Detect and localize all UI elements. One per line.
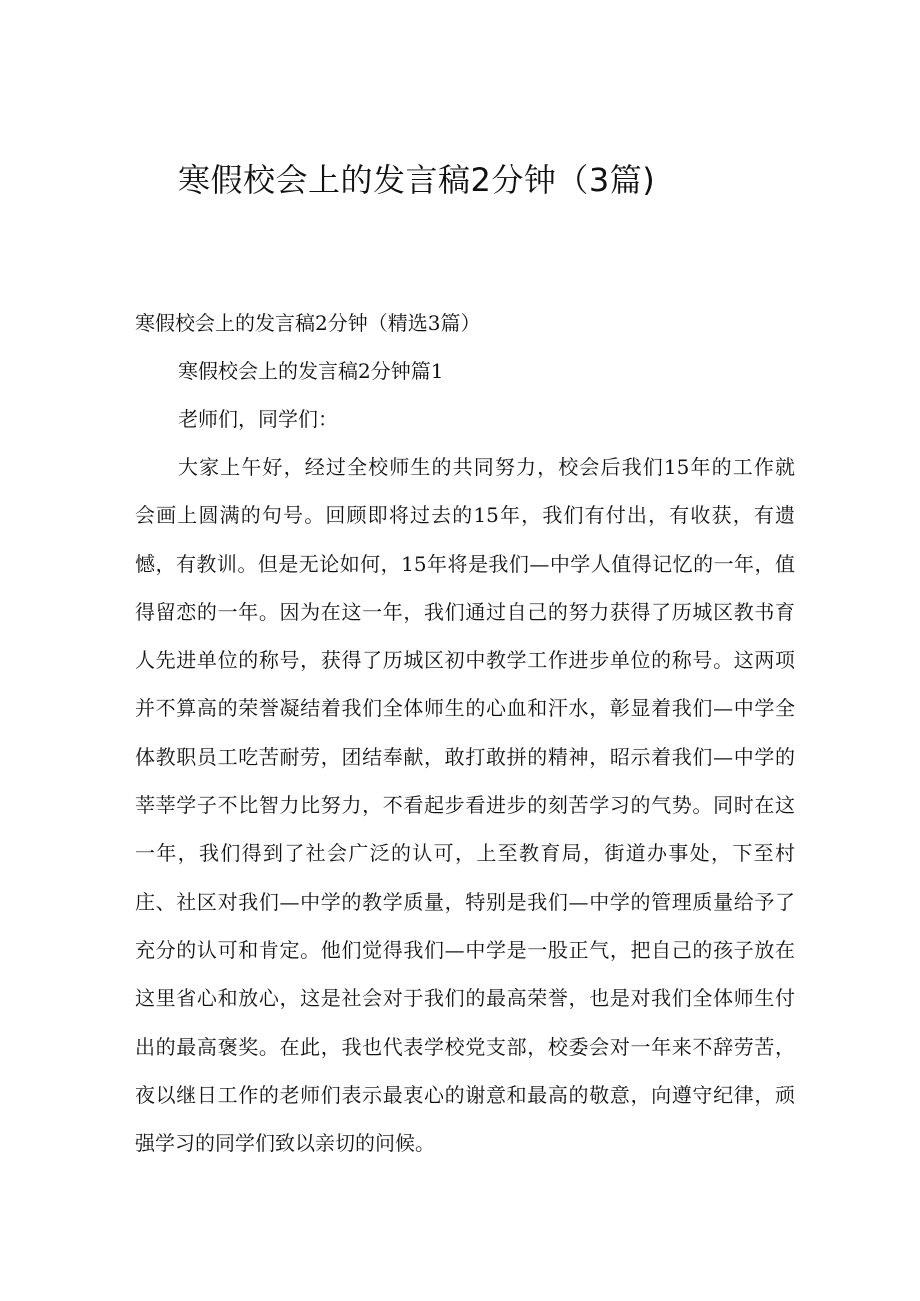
body-line: 一年，我们得到了社会广泛的认可，上至教育局，街道办事处，下至村 — [135, 841, 795, 866]
section-heading: 寒假校会上的发言稿2分钟篇1 — [178, 359, 444, 383]
body-line: 出的最高褒奖。在此，我也代表学校党支部，校委会对一年来不辞劳苦， — [135, 1034, 795, 1059]
body-line: 人先进单位的称号，获得了历城区初中教学工作进步单位的称号。这两项 — [135, 648, 795, 673]
body-line: 憾，有教训。但是无论如何，15年将是我们—中学人值得记忆的一年，值 — [135, 551, 795, 576]
body-line: 莘莘学子不比智力比努力，不看起步看进步的刻苦学习的气势。同时在这 — [135, 793, 795, 818]
body-line: 夜以继日工作的老师们表示最衷心的谢意和最高的敬意，向遵守纪律，顽 — [135, 1082, 795, 1107]
body-line: 体教职员工吃苦耐劳，团结奉献，敢打敢拼的精神，昭示着我们—中学的 — [135, 744, 795, 769]
body-line: 充分的认可和肯定。他们觉得我们—中学是一股正气，把自己的孩子放在 — [135, 937, 795, 962]
body-line: 并不算高的荣誉凝结着我们全体师生的心血和汗水，彰显着我们—中学全 — [135, 696, 795, 721]
document-title: 寒假校会上的发言稿2分钟（3篇) — [178, 161, 656, 199]
body-line: 庄、社区对我们—中学的教学质量，特别是我们—中学的管理质量给予了 — [135, 889, 795, 914]
body-line: 这里省心和放心，这是社会对于我们的最高荣誉，也是对我们全体师生付 — [135, 986, 795, 1011]
body-line: 得留恋的一年。因为在这一年，我们通过自己的努力获得了历城区教书育 — [135, 599, 795, 624]
body-paragraph — [135, 452, 795, 1176]
body-line: 大家上午好，经过全校师生的共同努力，校会后我们15年的工作就 — [178, 455, 795, 479]
document-subtitle: 寒假校会上的发言稿2分钟（精选3篇） — [135, 311, 481, 335]
body-line: 会画上圆满的句号。回顾即将过去的15年，我们有付出，有收获，有遗 — [135, 503, 795, 528]
salutation: 老师们，同学们： — [178, 407, 338, 431]
body-line: 强学习的同学们致以亲切的问候。 — [135, 1131, 435, 1156]
